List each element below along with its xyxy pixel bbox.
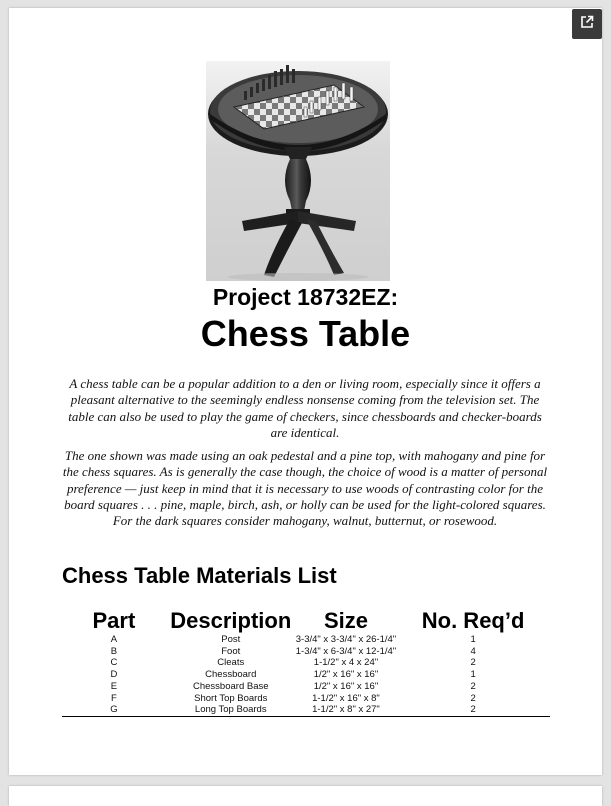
cell-size: 1/2" x 16" x 16"	[313, 680, 379, 692]
header-part: Part	[92, 608, 136, 633]
cell-size: 1-1/2" x 8" x 27"	[296, 704, 396, 716]
cell-description: Chessboard	[205, 669, 257, 681]
cell-description: Foot	[221, 645, 241, 657]
chess-table-photo	[206, 61, 390, 281]
cell-part: B	[110, 645, 118, 657]
cell-description: Chessboard Base	[193, 680, 269, 692]
cell-description: Cleats	[217, 657, 245, 669]
cell-part: F	[110, 692, 117, 704]
table-header-row	[62, 606, 550, 634]
popout-button[interactable]	[572, 9, 602, 39]
cell-description: Post	[221, 634, 241, 645]
table-row	[62, 646, 550, 658]
materials-table	[62, 606, 550, 717]
cell-qty: 2	[470, 692, 476, 704]
cell-qty: 4	[470, 645, 476, 657]
cell-qty: 1	[470, 634, 476, 645]
cell-size: 1-1/2" x 4 x 24"	[313, 657, 379, 669]
intro-paragraph: A chess table can be a popular addition to a den or living room, especially since it offers a pleasant alternative to the seemingly endless nonsense coming from the television set. The table can also be used to play the game of checkers, since chessboards and checker-boards are identical.	[68, 376, 542, 440]
header-description: Description	[170, 608, 292, 633]
table-row	[62, 693, 550, 705]
cell-part: G	[62, 704, 166, 716]
cell-part: E	[110, 680, 118, 692]
table-row	[62, 704, 550, 716]
cell-description: Long Top Boards	[166, 704, 296, 716]
cell-qty: 1	[470, 669, 476, 681]
wood-paragraph: The one shown was made using an oak pedestal and a pine top, with mahogany and pine for the chess squares. As is generally the case though, the choice of wood is a matter of personal preference — just keep in mind that it is necessary to use woods of contrasting color for the board squares . . . pine, maple, birch, ash, or holly can be used for the light-colored squares. For the dark squares consider mahogany, walnut, butternut, or rosewood.	[62, 448, 548, 529]
next-page	[9, 786, 602, 806]
header-size: Size	[323, 608, 368, 633]
table-row	[62, 657, 550, 669]
cell-description: Short Top Boards	[194, 692, 268, 704]
cell-part: A	[110, 634, 118, 645]
project-title: Project 18732EZ:	[212, 284, 399, 310]
cell-part: D	[110, 669, 118, 681]
table-row	[62, 634, 550, 646]
materials-heading: Chess Table Materials List	[62, 563, 337, 588]
cell-size: 3-3/4" x 3-3/4" x 26-1/4"	[295, 634, 397, 645]
header-qty: No. Req’d	[421, 608, 525, 633]
cell-size: 1/2" x 16" x 16"	[313, 669, 379, 681]
cell-part: C	[110, 657, 118, 669]
cell-qty: 2	[470, 680, 476, 692]
cell-qty: 2	[470, 657, 476, 669]
external-link-icon	[580, 15, 594, 34]
cell-size: 1-1/2" x 16" x 8"	[312, 692, 380, 704]
table-row	[62, 669, 550, 681]
cell-qty: 2	[396, 704, 550, 716]
cell-size: 1-3/4" x 6-3/4" x 12-1/4"	[295, 645, 397, 657]
table-row	[62, 681, 550, 693]
main-title: Chess Table	[200, 313, 411, 354]
